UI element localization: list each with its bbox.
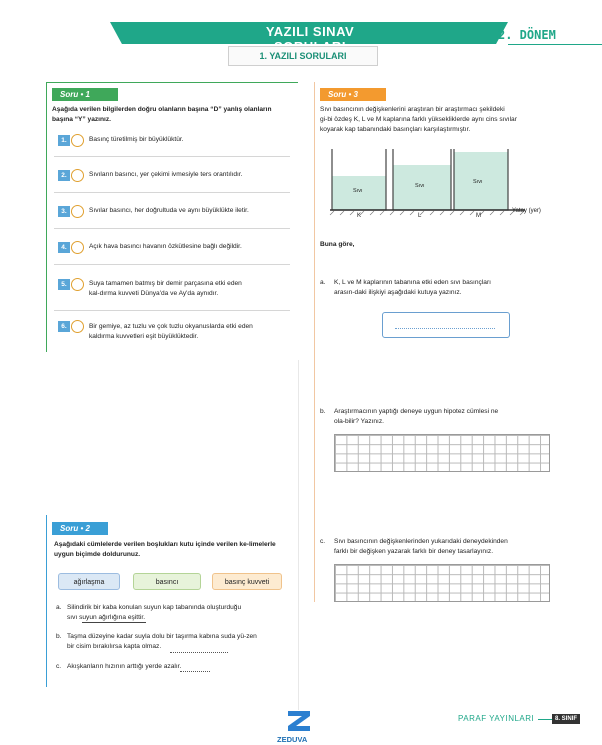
header-divider [508, 44, 602, 45]
footer-divider [538, 719, 552, 720]
vessel-l-label: L [418, 213, 422, 219]
q3-a-text-line1: K, L ve M kaplarının tabanına etki eden sıvı basınçları [334, 279, 491, 286]
q3-intro [320, 105, 590, 135]
q2-item-text [67, 603, 295, 623]
q3-intro-line1: Sıvı basıncının değişkenlerini araştıran bir araştırmacı şekildeki [320, 106, 505, 113]
q1-tag: Soru • 1 [52, 88, 118, 101]
q1-item-text: Açık hava basıncı havanın özkütlesine bağlı değildir. [89, 243, 242, 250]
q1-answer-circle[interactable] [71, 278, 84, 291]
q3-a-answer-box[interactable] [382, 312, 510, 338]
right-column-border [314, 82, 315, 602]
q1-answer-circle[interactable] [71, 205, 84, 218]
q1-item-text: Sıvılar basıncı, her doğrultuda ve aynı büyüklükte iletir. [89, 207, 249, 214]
q3-c-answer-grid[interactable] [334, 564, 550, 602]
q2-item-label: a. [56, 604, 62, 611]
q2-instruction [54, 540, 294, 560]
q2-item-label: c. [56, 663, 62, 670]
zeduva-logo-icon [286, 709, 312, 733]
q2-instruction-line1: Aşağıdaki cümlelerde verilen boşlukları kutu içinde verilen ke-limelerle [54, 541, 276, 548]
q1-item-number: 4. [58, 242, 70, 253]
q1-instruction-line2: başına “Y” yazınız. [52, 116, 111, 123]
q2-tag: Soru • 2 [52, 522, 108, 535]
q1-answer-circle[interactable] [71, 169, 84, 182]
q3-a-answer-line [395, 328, 495, 329]
q3-b-label: b. [320, 408, 326, 415]
q2-item-text: Akışkanların hızının arttığı yerde azalır. [67, 663, 182, 670]
vessel-m-label: M [476, 213, 481, 219]
q1-item-text [89, 279, 294, 299]
q1-item-number: 1. [58, 135, 70, 146]
q1-item-number: 5. [58, 279, 70, 290]
ground-label: Yatay (yer) [512, 208, 541, 214]
grade-badge: 8. SINIF [552, 714, 580, 724]
q3-b-text [334, 407, 590, 427]
q2-item-text-line2: bir cisim bırakılırsa kapta olmaz. [67, 643, 162, 650]
page-subtitle: 1. YAZILI SORULARI [228, 46, 378, 66]
q1-instruction-line1: Aşağıda verilen bilgilerden doğru olanların başına “D” yanlış olanların [52, 106, 272, 113]
q1-answer-circle[interactable] [71, 134, 84, 147]
q3-tag: Soru • 3 [320, 88, 386, 101]
q2-item-text-line1: Silindirik bir kaba konulan suyun kap tabanında oluşturduğu [67, 604, 242, 611]
q2-item-text-line2: sıvı suyun ağırlığına eşittir. [67, 614, 146, 621]
q1-item-number: 2. [58, 170, 70, 181]
q3-c-text [334, 537, 590, 557]
term-label: 2. DÖNEM [498, 28, 556, 42]
q3-b-answer-grid[interactable] [334, 434, 550, 472]
q3-c-text-line1: Sıvı basıncının değişkenlerinden yukarıdaki deneydekinden [334, 538, 508, 545]
q1-item-text: Basınç türetilmiş bir büyüklüktür. [89, 136, 184, 143]
vessel-k-label: K [357, 213, 362, 219]
q3-buna-gore: Buna göre, [320, 241, 355, 248]
q2-item-text-line1: Taşma düzeyine kadar suyla dolu bir taşırma kabına suda yü-zen [67, 633, 257, 640]
q1-separator [54, 228, 290, 229]
q3-b-text-line1: Araştırmacının yaptığı deneye uygun hipotez cümlesi ne [334, 408, 499, 415]
q3-a-text-line2: arasın-daki ilişkiyi aşağıdaki kutuya yazınız. [334, 289, 462, 296]
q2-item-label: b. [56, 633, 62, 640]
publisher-name: PARAF YAYINLARI [458, 714, 535, 723]
q2-item-text [67, 632, 295, 652]
q1-answer-circle[interactable] [71, 241, 84, 254]
q2-blank-line [180, 671, 210, 672]
word-box-agirlasma: ağırlaşma [58, 573, 120, 590]
zeduva-logo-text: ZEDUVA [277, 735, 308, 744]
q2-blank-line [82, 622, 146, 623]
q1-separator [54, 192, 290, 193]
q3-intro-line2: gi-bi özdeş K, L ve M kaplarına farklı yüksekliklerde aynı cins sıvılar [320, 116, 517, 123]
vessel-l-liquid-label: Sıvı [415, 183, 425, 189]
q1-item-text-line2: kal-dırma kuvveti Dünya'da ve Ay'da aynıdır. [89, 290, 219, 297]
q1-item-text: Sıvıların basıncı, yer çekimi ivmesiyle ters orantılıdır. [89, 171, 243, 178]
q1-top-border [46, 82, 298, 83]
q1-separator [54, 310, 290, 311]
q2-instruction-line2: uygun biçimde doldurunuz. [54, 551, 141, 558]
q1-instruction [52, 105, 292, 125]
q1-item-text-line1: Suya tamamen batmış bir demir parçasına etki eden [89, 280, 242, 287]
q1-answer-circle[interactable] [71, 320, 84, 333]
q3-intro-line3: koyarak kap tabanındaki basınçları karşılaştırmıştır. [320, 126, 471, 133]
q2-blank-line [170, 652, 228, 653]
q3-c-text-line2: farklı bir değişken yazarak farklı bir deney tasarlayınız. [334, 548, 494, 555]
center-divider [298, 360, 299, 710]
word-box-basinci: basıncı [133, 573, 201, 590]
q3-c-label: c. [320, 538, 326, 545]
q3-a-label: a. [320, 279, 326, 286]
left-column-border [46, 82, 47, 352]
word-box-basinc-kuvveti: basınç kuvveti [212, 573, 282, 590]
q1-item-number: 3. [58, 206, 70, 217]
q3-a-text [334, 278, 590, 298]
q1-item-text [89, 322, 294, 342]
vessel-k-liquid-label: Sıvı [353, 188, 363, 194]
q1-item-number: 6. [58, 321, 70, 332]
page-title: YAZILI SINAV [265, 24, 355, 39]
q3-b-text-line2: ola-bilir? Yazınız. [334, 418, 384, 425]
q1-separator [54, 264, 290, 265]
q1-item-text-line1: Bir gemiye, az tuzlu ve çok tuzlu okyanuslarda etki eden [89, 323, 253, 330]
vessel-m-liquid-label: Sıvı [473, 179, 483, 185]
q1-item-text-line2: kaldırma kuvvetleri eşit büyüklüktedir. [89, 333, 199, 340]
q1-separator [54, 156, 290, 157]
q2-left-border [46, 515, 47, 687]
